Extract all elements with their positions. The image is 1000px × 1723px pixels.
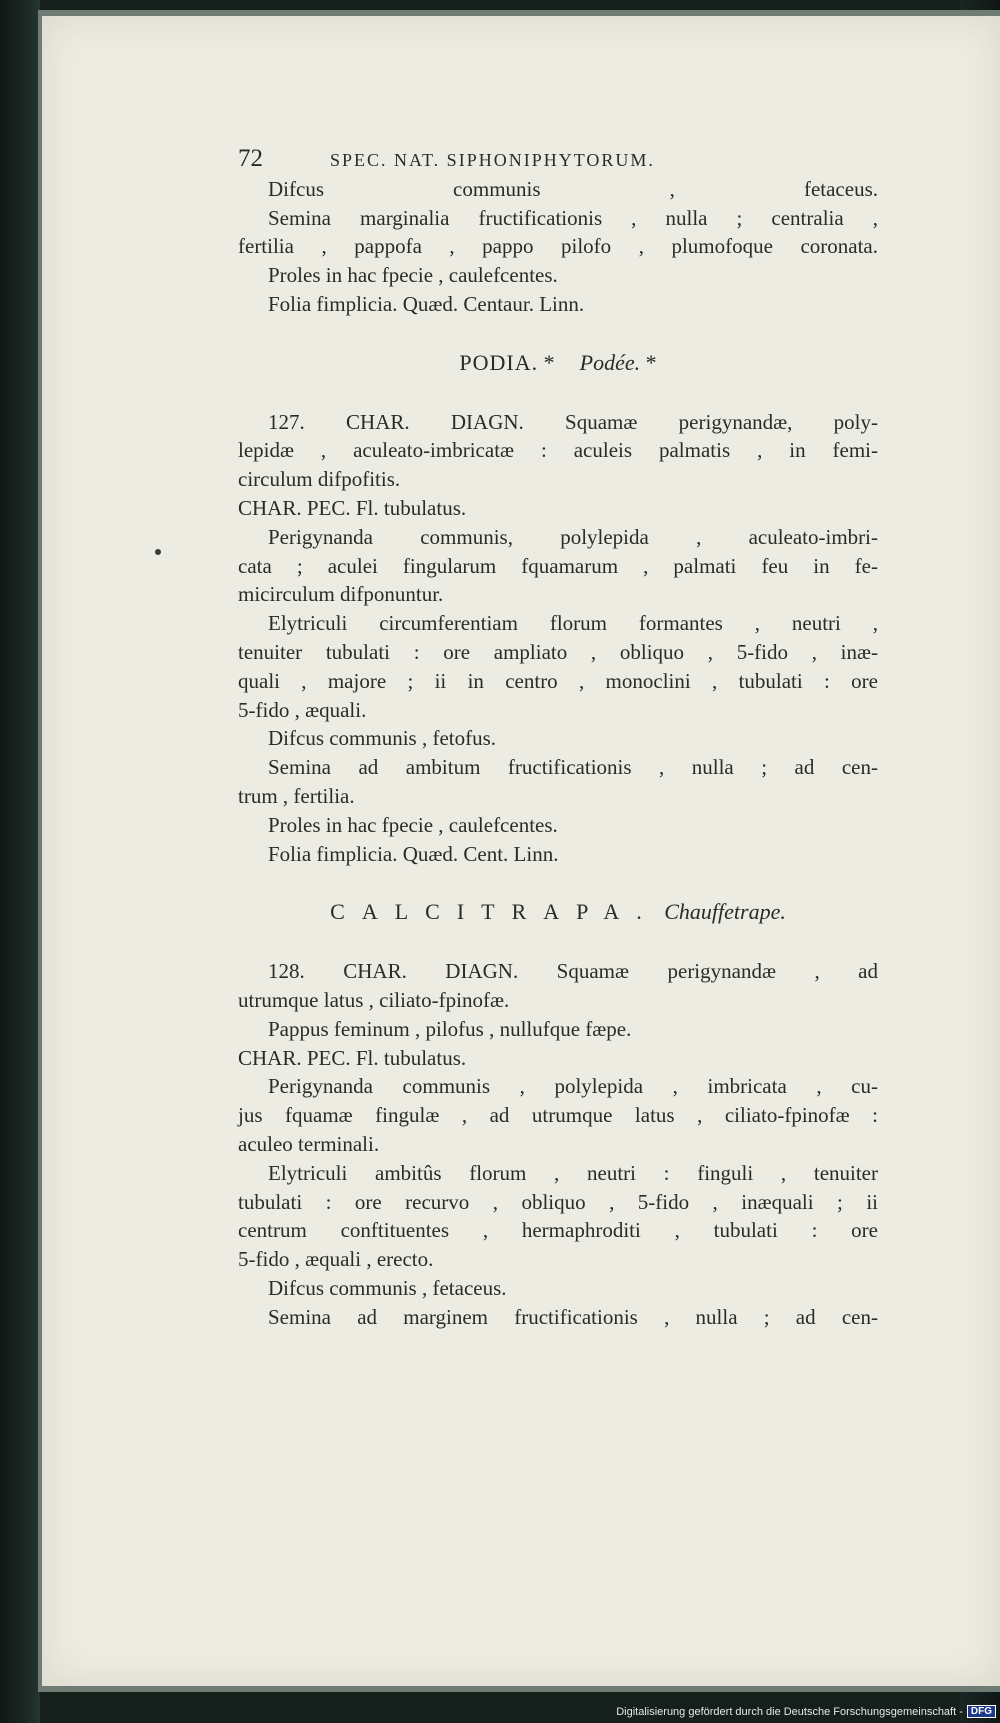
funding-notice: Digitalisierung gefördert durch die Deutsche Forschungsgemeinschaft - <box>616 1705 963 1718</box>
text-line: lepidæ , aculeato-imbricatæ : aculeis palmatis , in femi- <box>238 438 878 463</box>
text-line: 127. CHAR. DIAGN. Squamæ perigynandæ, poly- <box>268 409 878 434</box>
text-line: Folia fimplicia. Quæd. Cent. Linn. <box>268 841 559 866</box>
text-line: CHAR. PEC. Fl. tubulatus. <box>238 1045 467 1070</box>
text-line: Difcus communis , fetaceus. <box>268 176 878 201</box>
asterisk: * <box>645 349 657 375</box>
text-line: tenuiter tubulati : ore ampliato , obliquo , 5-fido , inæ- <box>238 639 878 664</box>
text-line: Perigynanda communis , polylepida , imbricata , cu- <box>268 1074 878 1099</box>
genus-name: PODIA. <box>459 349 539 375</box>
digitization-footer <box>0 1700 1000 1723</box>
text-line: 5-fido , æquali , erecto. <box>238 1247 434 1272</box>
text-line: Semina marginalia fructificationis , nulla ; centralia , <box>268 205 878 230</box>
text-line: jus fquamæ fingulæ , ad utrumque latus , ciliato-fpinofæ : <box>238 1103 878 1128</box>
genus-name: CALCITRAPA. <box>330 899 659 925</box>
genus-french-name: Chauffetrape. <box>664 899 786 925</box>
text-line: micirculum difponuntur. <box>238 582 444 607</box>
text-line: 128. CHAR. DIAGN. Squamæ perigynandæ , ad <box>268 959 878 984</box>
genus-heading-podia <box>238 349 878 378</box>
text-line: Proles in hac fpecie , caulefcentes. <box>268 812 558 837</box>
text-line: Proles in hac fpecie , caulefcentes. <box>268 263 558 288</box>
text-line: Folia fimplicia. Quæd. Centaur. Linn. <box>268 291 585 316</box>
text-line: Difcus communis , fetofus. <box>268 726 497 751</box>
text-line: Semina ad ambitum fructificationis , nulla ; ad cen- <box>268 755 878 780</box>
text-line: Difcus communis , fetaceus. <box>268 1275 507 1300</box>
text-line: quali , majore ; ii in centro , monoclini , tubulati : ore <box>238 668 878 693</box>
text-line: circulum difpofitis. <box>238 467 401 492</box>
text-line: 5-fido , æquali. <box>238 697 367 722</box>
ink-blot <box>155 549 161 555</box>
running-title: SPEC. NAT. SIPHONIPHYTORUM. <box>330 150 655 170</box>
genus-french-name: Podée. <box>579 349 641 375</box>
text-line: Pappus feminum , pilofus , nullufque fæpe. <box>268 1016 632 1041</box>
text-line: CHAR. PEC. Fl. tubulatus. <box>238 495 467 520</box>
text-line: fertilia , pappofa , pappo pilofo , plumofoque coronata. <box>238 234 878 259</box>
asterisk: * <box>543 349 555 375</box>
text-line: centrum conftituentes , hermaphroditi , tubulati : ore <box>238 1218 878 1243</box>
text-line: Semina ad marginem fructificationis , nulla ; ad cen- <box>268 1304 878 1329</box>
text-line: utrumque latus , ciliato-fpinofæ. <box>238 987 510 1012</box>
text-line: Elytriculi ambitûs florum , neutri : finguli , tenuiter <box>268 1160 878 1185</box>
page-number: 72 <box>238 145 263 172</box>
scan-background-left <box>0 0 40 1723</box>
running-head <box>238 145 878 175</box>
text-line: trum , fertilia. <box>238 783 355 808</box>
text-line: Perigynanda communis, polylepida , aculeato-imbri- <box>268 524 878 549</box>
text-line: aculeo terminali. <box>238 1131 380 1156</box>
text-line: tubulati : ore recurvo , obliquo , 5-fido , inæquali ; ii <box>238 1189 878 1214</box>
text-line: cata ; aculei fingularum fquamarum , palmati feu in fe- <box>238 553 878 578</box>
page-text <box>238 145 878 1331</box>
genus-heading-calcitrapa <box>238 898 878 927</box>
text-line: Elytriculi circumferentiam florum formantes , neutri , <box>268 611 878 636</box>
dfg-logo: DFG <box>967 1705 996 1718</box>
